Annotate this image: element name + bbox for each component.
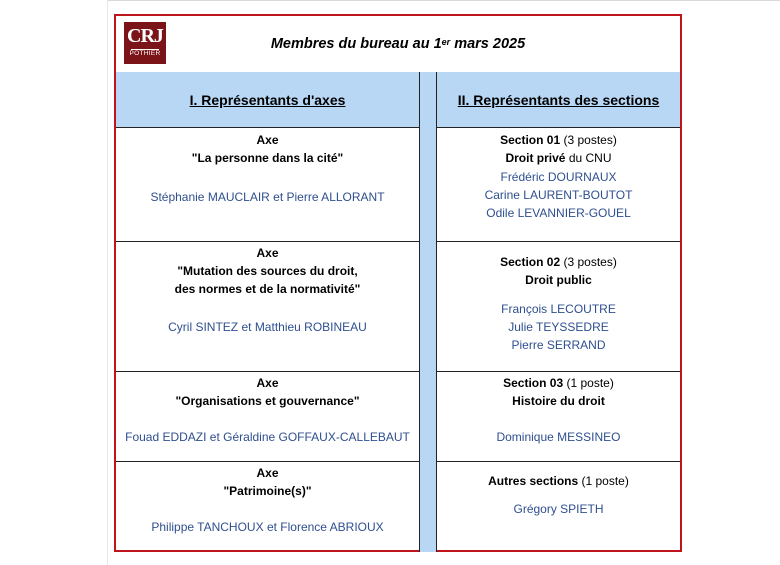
section-member: Frédéric DOURNAUX xyxy=(500,170,617,184)
section-posts: (1 poste) xyxy=(566,376,614,390)
title-prefix: Membres du bureau au 1 xyxy=(270,36,442,52)
axis-members: Stéphanie MAUCLAIR et Pierre ALLORANT xyxy=(150,190,385,204)
section-posts: (3 postes) xyxy=(563,255,617,269)
section-title: Autres sections xyxy=(488,474,579,488)
axis-name: "Patrimoine(s)" xyxy=(223,484,312,498)
logo-sub-text: POTHIER xyxy=(129,50,161,57)
table-header xyxy=(116,16,680,73)
section-title: Section 01 xyxy=(500,133,561,147)
column-header-axes: I. Représentants d'axes xyxy=(116,72,419,128)
section-member: Odile LEVANNIER-GOUEL xyxy=(486,206,631,220)
axis-name: "La personne dans la cité" xyxy=(191,151,344,165)
section-cell-3 xyxy=(437,372,680,462)
axis-label: Axe xyxy=(256,466,279,480)
axis-label: Axe xyxy=(256,246,279,260)
section-subject: Droit public xyxy=(525,273,592,287)
title-suffix: mars 2025 xyxy=(454,36,526,52)
page-left-rule xyxy=(107,0,108,565)
logo-main-text: CRJ xyxy=(127,25,163,47)
axis-name: "Organisations et gouvernance" xyxy=(175,394,360,408)
axis-label: Axe xyxy=(256,376,279,390)
axis-name-line-1: "Mutation des sources du droit, xyxy=(177,264,358,278)
section-heading xyxy=(437,255,680,269)
axis-cell-3 xyxy=(116,372,419,462)
axis-label: Axe xyxy=(256,133,279,147)
section-cell-1 xyxy=(437,128,680,242)
section-heading xyxy=(437,474,680,488)
page-top-rule xyxy=(107,0,780,1)
title-superscript: er xyxy=(441,37,451,47)
axis-members: Cyril SINTEZ et Matthieu ROBINEAU xyxy=(168,320,367,334)
section-member: Carine LAURENT-BOUTOT xyxy=(484,188,633,202)
axis-members: Fouad EDDAZI et Géraldine GOFFAUX-CALLEBAUT xyxy=(125,430,410,444)
axis-members: Philippe TANCHOUX et Florence ABRIOUX xyxy=(151,520,384,534)
section-member: Grégory SPIETH xyxy=(513,502,604,516)
section-cell-2 xyxy=(437,242,680,372)
section-subject xyxy=(437,151,680,165)
section-member: Dominique MESSINEO xyxy=(496,430,621,444)
section-member: Pierre SERRAND xyxy=(511,338,606,352)
page-title xyxy=(116,36,680,52)
column-separator xyxy=(419,72,437,552)
section-posts: (1 poste) xyxy=(581,474,629,488)
section-heading xyxy=(437,133,680,147)
section-subject-bold: Droit privé xyxy=(505,151,566,165)
section-title: Section 03 xyxy=(503,376,564,390)
section-heading xyxy=(437,376,680,390)
section-title: Section 02 xyxy=(500,255,561,269)
axis-cell-4 xyxy=(116,462,419,552)
section-cell-4 xyxy=(437,462,680,552)
section-subject-rest: du CNU xyxy=(568,151,612,165)
axis-name-line-2: des normes et de la normativité" xyxy=(174,282,361,296)
section-member: François LECOUTRE xyxy=(501,302,616,316)
axis-cell-2 xyxy=(116,242,419,372)
section-posts: (3 postes) xyxy=(563,133,617,147)
column-header-sections: II. Représentants des sections xyxy=(437,72,680,128)
bureau-table xyxy=(114,14,682,552)
section-member: Julie TEYSSEDRE xyxy=(508,320,609,334)
axis-cell-1 xyxy=(116,128,419,242)
section-subject: Histoire du droit xyxy=(512,394,605,408)
